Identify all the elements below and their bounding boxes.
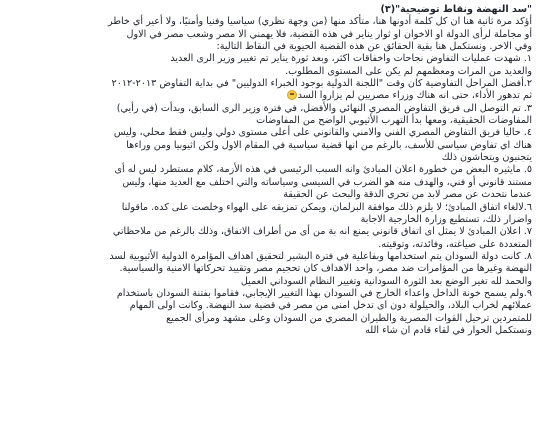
point-line-text: ثم تدهور الأداء، حتى انه هناك وزراء مصريين لم يزاروا السد: [297, 90, 532, 102]
point-line: المفاوضات الحقيقية، ومعها بدأ التهرب الأثيوبي الواضح من المفاوضات: [256, 115, 532, 127]
point-2: [8, 78, 532, 103]
intro-paragraph: [8, 16, 532, 53]
point-5: [8, 164, 532, 201]
point-line: والحمد لله تغير الوضع بعد الثورة السودانية وتغيير النظام السوداني العميل: [240, 275, 532, 287]
point-7: [8, 226, 532, 251]
point-line: ٩.ولم يسمح خونة الداخل واعداء الخارج في السودان بهذا التغيير الإيجابي، فقاموا بفتنة السودان باستخدام: [116, 287, 532, 299]
point-line: هناك اي تفاوض سياسي للأسف، بالرغم من انها قضية سياسية في المقام الاول ولكن اثيوبيا ومن وراءها: [126, 139, 532, 151]
intro-line: أؤكد مرة ثانية هنا ان كل كلمة أدونها هنا، متأكد منها (من وجهة نظري) سياسيا وفنيا وأمنيًا، ولا أعير أي خاطر: [108, 16, 532, 28]
point-3: [8, 103, 532, 128]
point-line: [8, 90, 532, 102]
point-8: [8, 251, 532, 288]
intro-line: وفي الاخر. ونستكمل هنا بقية الحقائق عن هذه القضية الحيوية في النقاط التالية:: [216, 41, 532, 53]
point-line: مستند قانوني أو فني، والهدف منه هو الضرب في السيسي وسياساته والتي اختلف مع العديد منها، وليس: [122, 176, 532, 188]
point-line: ٦.لالغاء اتفاق المبادئ؛ لا يلزم ذلك موافقة البرلمان، ويمكن تمزيقه على الهواء وخلصت على كده. ماقولنا: [121, 201, 532, 213]
point-line: ١. شهدت عمليات التفاوض نجاحات واخفاقات اكثر، وبعد ثورة يناير تم تغيير وزير الرى العديد: [170, 53, 532, 65]
smiling-emoji-icon: [287, 90, 297, 100]
point-line: واضرار ذلك، تستطيع وزارة الخارجية الاجابة: [360, 213, 532, 225]
point-6: [8, 202, 532, 227]
point-line: عملائهم لخراب البلاد، والحيلولة دون اى تدخل امنى من مصر في قضية سد النهضة. وكانت اولى المهام: [129, 300, 532, 312]
point-line: ٢.أفضل المراحل التفاوضية كان وقت "اللجنة الدولية بوجود الخبراء الدوليين" في بداية التفاوض ٢٠١٣-٢٠١٢: [111, 78, 532, 90]
point-9: [8, 288, 532, 325]
point-1: [8, 53, 532, 78]
point-line: والعديد من المرات ومعظمهم لم يكن على المستوى المطلوب.: [285, 65, 532, 77]
intro-line: أو مجاملة لرأى الدولة او الاخوان او ثوار يناير في هذه القضية، فلا يهمني الا مصر وشعب مصر في الاول: [126, 28, 532, 40]
point-line: النهضة وغيرها من المؤامرات ضد مصر، واحد الاهداف كان تحجيم مصر وتقييد تحركاتها الامنية والسياسية.: [119, 263, 532, 275]
point-line: للمتمردين ترحيل القوات المصرية والطيران المصري من السودان وعلى مشهد ومرأى الجميع: [166, 312, 532, 324]
point-line: ٤. حاليا فريق التفاوض المصري الفني والامني والقانوني على أعلى مستوى دولي وليس فقط محلي، وليس: [113, 127, 532, 139]
point-line: يتجنبون ويتحاشون ذلك: [441, 152, 532, 164]
point-line: ٥. مايثيره البعض من خطورة اعلان المبادئ وانه السبب الرئيسي في هذه الأزمة، كلام مستطرد ليس له أى: [114, 164, 532, 176]
post-title: "سد النهضة ونقاط توضيحية"(٣): [380, 4, 532, 15]
point-line: ٣. تم التوصل الى فريق التفاوض المصري النهائي والأفضل، في فترة وزير الرى السابق، وبدأت (في رأيي): [116, 102, 532, 114]
outro-line: ونستكمل الحوار في لقاء قادم ان شاء الله: [365, 324, 532, 336]
point-4: [8, 127, 532, 164]
point-line: عندما نتحدث عن مصر لابد من تحري الدقة والبحث عن الحقيقة: [283, 189, 532, 201]
point-line: المتعددة على صياغته، وفائدته، وتوقيته.: [378, 238, 532, 250]
point-line: ٧. اعلان المبادئ لا يمثل اى اتفاق قانوني يمنع انه بة من أى من أطراف الاتفاق، وذلك بالرغم من ملاحظاتي: [112, 226, 532, 238]
point-line: ٨. كانت دولة السودان يتم استخدامها وبفاعلية في فترة البشير لتحقيق اهداف المؤامرة الدولية الأثيوبية لسد: [109, 250, 532, 262]
